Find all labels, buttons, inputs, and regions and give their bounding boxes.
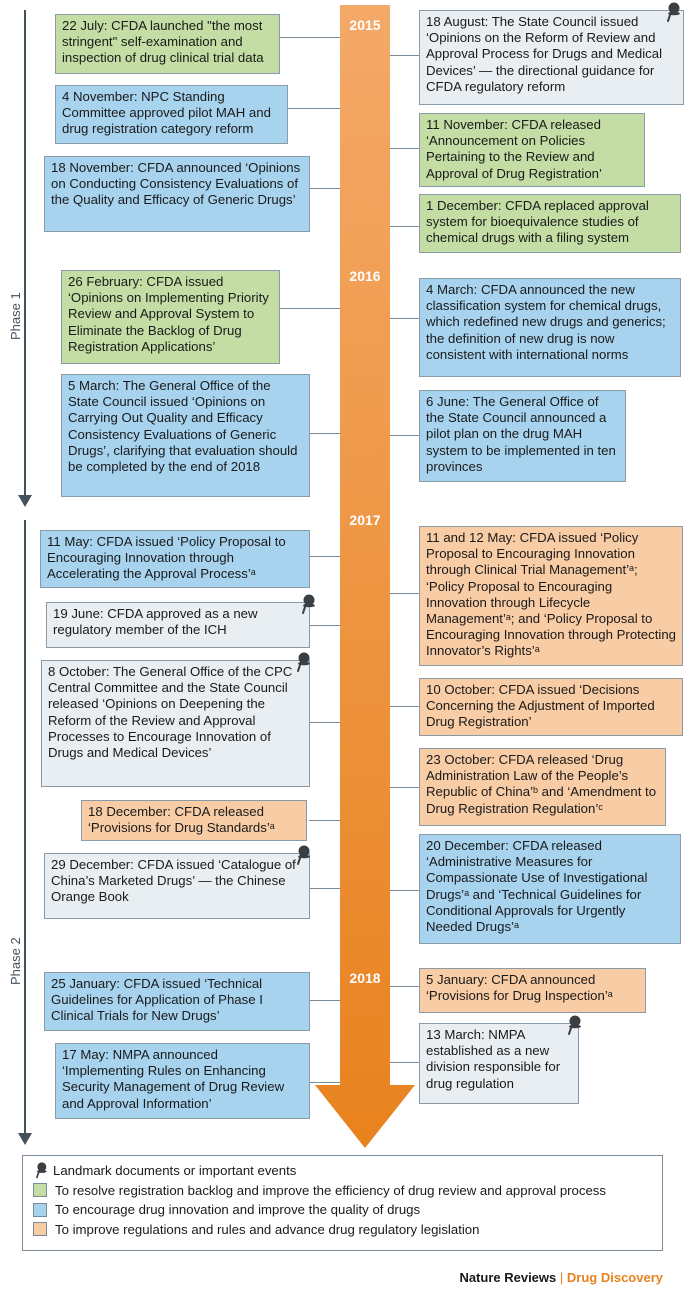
event-box: 18 August: The State Council issued ‘Opinions on the Reform of Review and Approval Process for Drugs and Medical Devices’ — the directional guidance for CFDA regulatory reform: [419, 10, 684, 105]
event-box: 11 and 12 May: CFDA issued ‘Policy Proposal to Encouraging Innovation through Clinical Trial Management’ᵃ; ‘Policy Proposal to Encouraging Innovation through Lifecycle Management’ᵃ; and ‘Policy Proposal to Encouraging Innovation through Protecting Innovator’s Rights’ᵃ: [419, 526, 683, 666]
event-box: 1 December: CFDA replaced approval system for bioequivalence studies of chemical drugs with a filing system: [419, 194, 681, 253]
year-label-2018: 2018: [349, 970, 381, 986]
event-box: 5 January: CFDA announced ‘Provisions for Drug Inspection’ᵃ: [419, 968, 646, 1013]
year-label-2016: 2016: [349, 268, 381, 284]
connector: [390, 890, 419, 891]
legend-row-blue: [33, 1200, 652, 1220]
year-label-2017: 2017: [349, 512, 381, 528]
legend-swatch-green: [33, 1183, 47, 1197]
event-box: 4 November: NPC Standing Committee approved pilot MAH and drug registration category reform: [55, 85, 288, 144]
event-box: 22 July: CFDA launched "the most stringent" self-examination and inspection of drug clinical trial data: [55, 14, 280, 74]
connector: [390, 706, 419, 707]
event-box: 20 December: CFDA released ‘Administrative Measures for Compassionate Use of Investigational Drugs’ᵃ and ‘Technical Guidelines for Conditional Approvals for Urgently Needed Drugs’ᵃ: [419, 834, 681, 944]
connector: [309, 433, 340, 434]
phase-2-arrowhead: [18, 1133, 32, 1145]
legend-label-green: To resolve registration backlog and improve the efficiency of drug review and approval process: [55, 1182, 606, 1198]
legend-row-green: [33, 1181, 652, 1201]
event-box: 13 March: NMPA established as a new division responsible for drug regulation: [419, 1023, 579, 1104]
landmark-pin-icon: [665, 2, 681, 24]
landmark-pin-icon: [33, 1162, 49, 1180]
event-box: 26 February: CFDA issued ‘Opinions on Implementing Priority Review and Approval System to Eliminate the Backlog of Drug Registration Applications’: [61, 270, 280, 364]
event-box: 18 December: CFDA released ‘Provisions for Drug Standards’ᵃ: [81, 800, 307, 841]
connector: [279, 37, 340, 38]
connector: [390, 986, 419, 987]
year-label-2015: 2015: [349, 17, 381, 33]
legend-label-landmark: Landmark documents or important events: [53, 1163, 297, 1179]
connector: [390, 593, 419, 594]
event-box: 23 October: CFDA released ‘Drug Administration Law of the People’s Republic of China’ᵇ and ‘Amendment to Drug Registration Regulation’ᶜ: [419, 748, 666, 826]
journal-credit: [459, 1270, 663, 1285]
legend-swatch-blue: [33, 1203, 47, 1217]
connector: [309, 722, 340, 723]
event-box: 11 May: CFDA issued ‘Policy Proposal to Encouraging Innovation through Accelerating the Approval Process’ᵃ: [40, 530, 310, 588]
legend-row-landmark: [33, 1161, 652, 1181]
connector: [309, 1082, 340, 1083]
connector: [390, 787, 419, 788]
event-box: 11 November: CFDA released ‘Announcement on Policies Pertaining to the Review and Approval of Drug Registration’: [419, 113, 645, 187]
event-box: 8 October: The General Office of the CPC Central Committee and the State Council released ‘Opinions on Deepening the Reform of the Review and Approval Processes to Encourage Innovation of Drugs and Medical Devices’: [41, 660, 310, 787]
credit-separator: |: [559, 1270, 564, 1285]
connector: [390, 1062, 419, 1063]
landmark-pin-icon: [300, 594, 316, 616]
connector: [390, 226, 419, 227]
event-box: 17 May: NMPA announced ‘Implementing Rules on Enhancing Security Management of Drug Review and Approval Information’: [55, 1043, 310, 1119]
legend-row-orange: [33, 1220, 652, 1240]
connector: [309, 625, 340, 626]
journal-name: Nature Reviews: [459, 1270, 557, 1285]
connector: [309, 1000, 340, 1001]
connector: [287, 108, 340, 109]
connector: [309, 820, 340, 821]
connector: [309, 188, 340, 189]
phase-1-label: Phase 1: [8, 292, 23, 340]
event-box: 4 March: CFDA announced the new classification system for chemical drugs, which redefined new drugs and generics; the definition of new drug is now consistent with international norms: [419, 278, 681, 377]
landmark-pin-icon: [295, 652, 311, 674]
journal-section: Drug Discovery: [566, 1270, 663, 1285]
connector: [309, 556, 340, 557]
event-box: 19 June: CFDA approved as a new regulatory member of the ICH: [46, 602, 310, 648]
connector: [390, 435, 419, 436]
legend-label-blue: To encourage drug innovation and improve the quality of drugs: [55, 1202, 421, 1218]
connector: [390, 148, 419, 149]
landmark-pin-icon: [295, 845, 311, 867]
legend: [22, 1155, 663, 1251]
landmark-pin-icon: [566, 1015, 582, 1037]
event-box: 10 October: CFDA issued ‘Decisions Concerning the Adjustment of Imported Drug Registration’: [419, 678, 683, 736]
legend-swatch-orange: [33, 1222, 47, 1236]
event-box: 29 December: CFDA issued ‘Catalogue of China’s Marketed Drugs’ — the Chinese Orange Book: [44, 853, 310, 919]
legend-label-orange: To improve regulations and rules and advance drug regulatory legislation: [55, 1221, 480, 1237]
event-box: 25 January: CFDA issued ‘Technical Guidelines for Application of Phase I Clinical Trials for New Drugs’: [44, 972, 310, 1031]
phase-2-label: Phase 2: [8, 937, 23, 985]
connector: [390, 55, 419, 56]
phase-2-line: [24, 520, 26, 1138]
event-box: 5 March: The General Office of the State Council issued ‘Opinions on Carrying Out Quality and Efficacy Consistency Evaluations of Generic Drugs’, clarifying that evaluation should be completed by the end of 2018: [61, 374, 310, 497]
connector: [279, 308, 340, 309]
connector: [390, 318, 419, 319]
connector: [309, 888, 340, 889]
event-box: 6 June: The General Office of the State Council announced a pilot plan on the drug MAH system to be implemented in ten provinces: [419, 390, 626, 482]
event-box: 18 November: CFDA announced ‘Opinions on Conducting Consistency Evaluations of the Quality and Efficacy of Generic Drugs’: [44, 156, 310, 232]
phase-1-arrowhead: [18, 495, 32, 507]
phase-1-line: [24, 10, 26, 500]
